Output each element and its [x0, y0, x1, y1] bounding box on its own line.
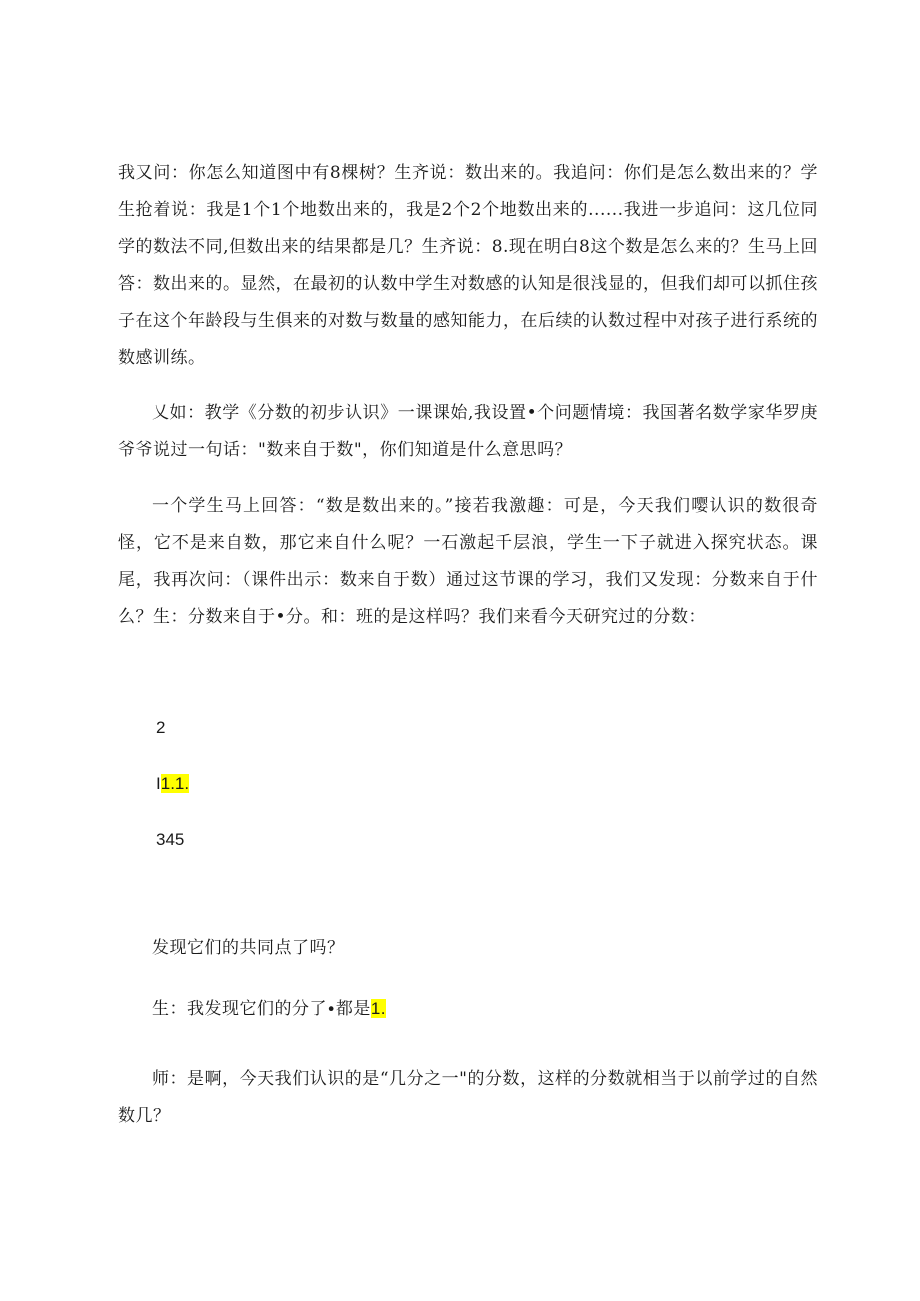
- fraction-line-middle: [156, 773, 189, 795]
- paragraph-student-answer: 一个学生马上回答：“数是数出来的。”接若我激趣：可是，今天我们嘤认识的数很奇怪，它不是来自数，那它来自什么呢？一石激起千层浪，学生一下子就进入探究状态。课尾，我再次问：（课件出示：数来自于数）通过这节课的学习，我们又发现：分数来自于什么？生：分数来自于•分。和：班的是这样吗？我们来看今天研究过的分数：: [118, 496, 818, 627]
- paragraph-counting-trees: 我又问：你怎么知道图中有8棵树？生齐说：数出来的。我追问：你们是怎么数出来的？学生抢着说：我是1个1个地数出来的，我是2个2个地数出来的......我进一步追问：这几位同学的数法不同,但数出来的结果都是几？生齐说：8.现在明白8这个数是怎么来的？生马上回答：数出来的。显然，在最初的认数中学生对数感的认知是很浅显的，但我们却可以抓住孩子在这个年龄段与生俱来的对数与数量的感知能力，在后续的认数过程中对孩子进行系统的数感训练。: [118, 163, 818, 368]
- fraction-line-bottom: 345: [156, 830, 185, 849]
- question-common-point: 发现它们的共同点了吗？: [152, 938, 345, 958]
- paragraph-fraction-lesson-intro: 乂如：教学《分数的初步认识》一课课始,我设置•个问题情境：我国著名数学家华罗庚爷爷说过一句话："数来自于数"，你们知道是什么意思吗？: [118, 403, 818, 460]
- highlighted-numerators: 1.1.: [160, 774, 190, 793]
- fraction-line-top: 2: [156, 718, 166, 737]
- fraction-prefix: I: [156, 774, 161, 793]
- answer-text: 生：我发现它们的分了∙都是: [152, 999, 371, 1019]
- paragraph-teacher-remark: 师：是啊，今天我们认识的是“几分之一"的分数，这样的分数就相当于以前学过的自然数几？: [118, 1069, 818, 1126]
- highlighted-answer: 1.: [370, 999, 387, 1018]
- student-answer-line: [152, 998, 386, 1020]
